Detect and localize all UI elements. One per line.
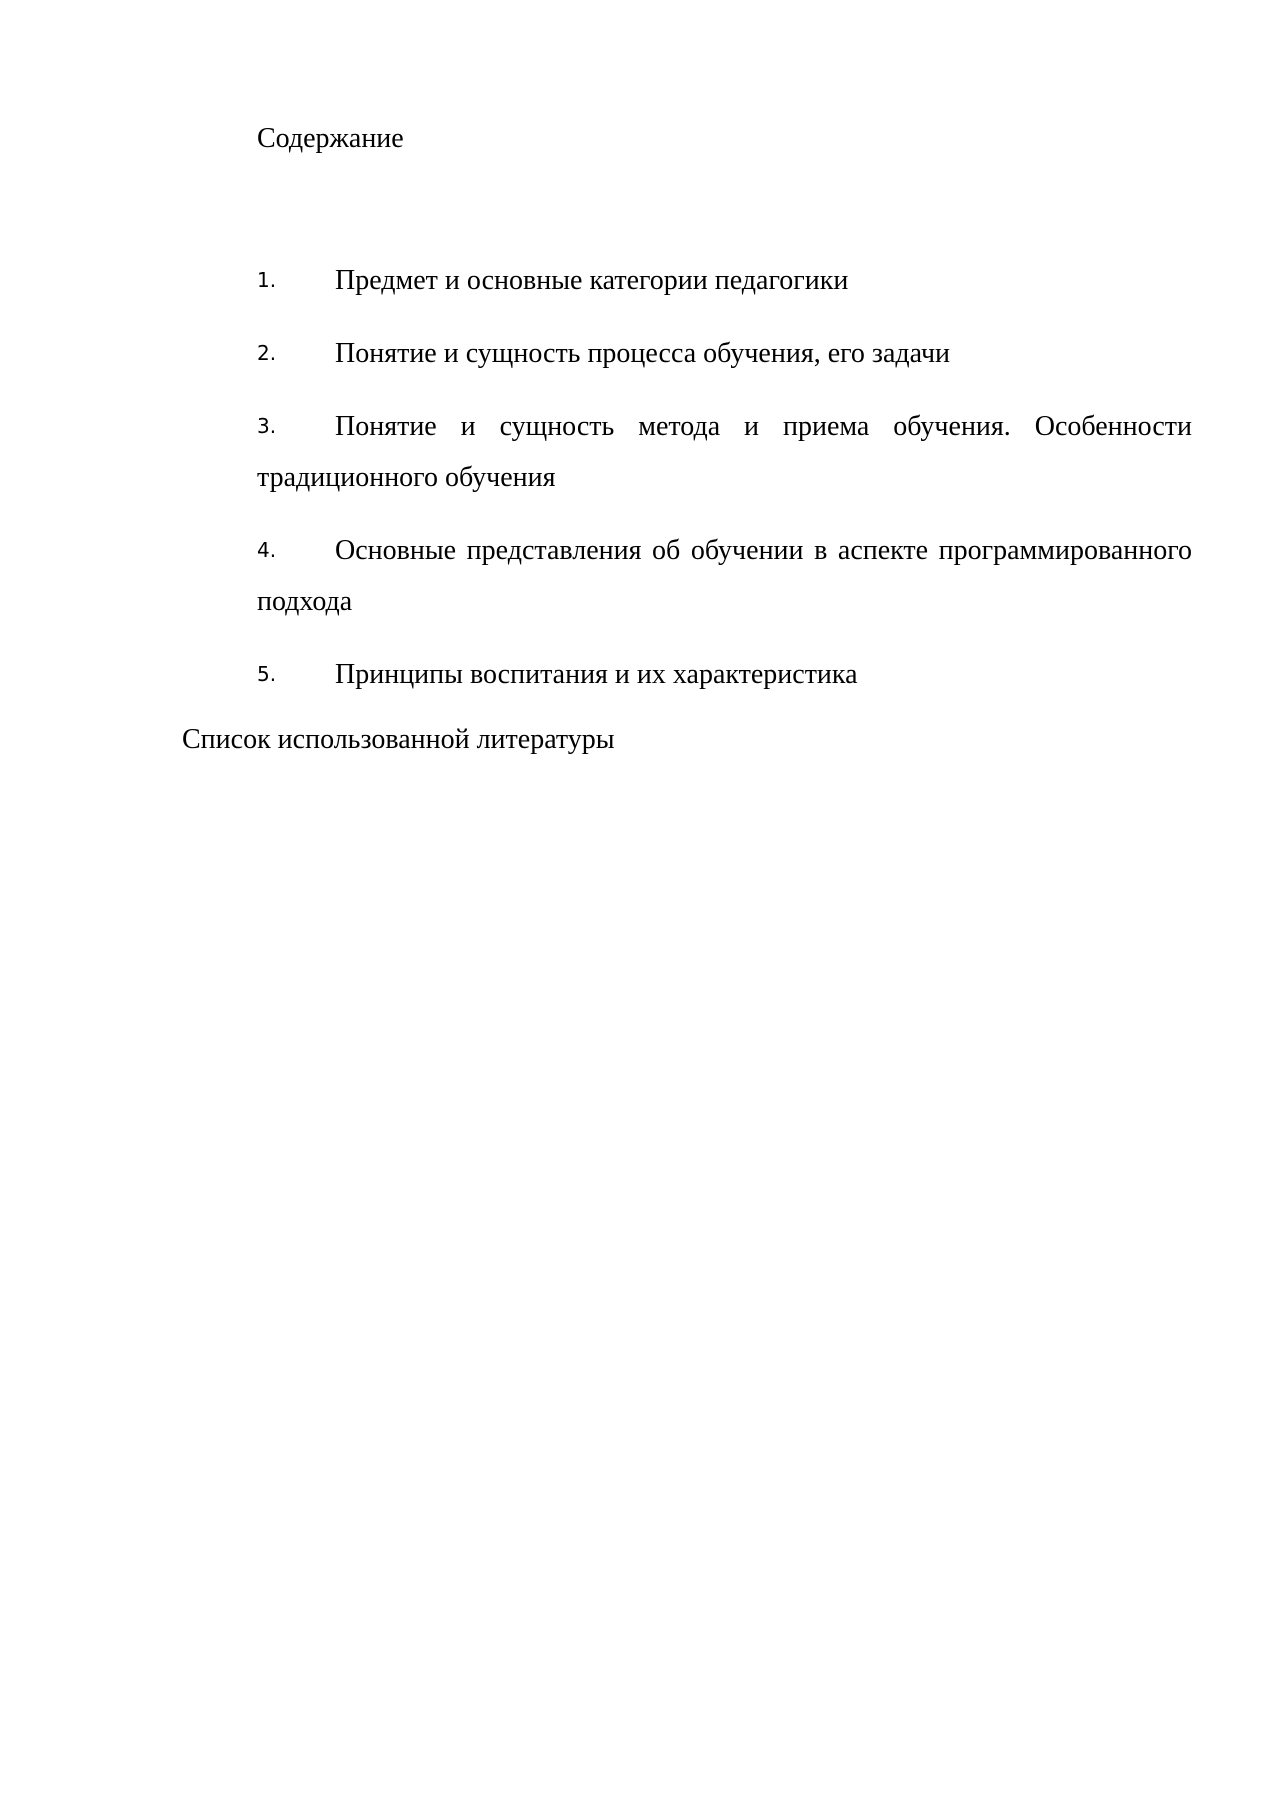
toc-item-text: Основные представления об обучении в аспекте программированного подхода xyxy=(257,535,1192,617)
toc-item-text: Принципы воспитания и их характеристика xyxy=(335,659,858,690)
toc-title: Содержание xyxy=(257,123,404,154)
toc-item xyxy=(257,401,1192,503)
toc-item-number: 1. xyxy=(257,268,277,292)
toc-item xyxy=(257,328,1192,379)
toc-item-number: 2. xyxy=(257,341,277,365)
toc-item xyxy=(257,255,1192,306)
toc-item-number: 5. xyxy=(257,662,277,686)
toc-item-text: Понятие и сущность процесса обучения, его задачи xyxy=(335,338,951,369)
toc-item-text: Понятие и сущность метода и приема обучения. Особенности традиционного обучения xyxy=(257,411,1192,493)
toc-item-text: Предмет и основные категории педагогики xyxy=(335,265,849,296)
bibliography-heading: Список использованной литературы xyxy=(182,724,615,755)
toc-item-number: 4. xyxy=(257,538,277,562)
toc-list xyxy=(257,255,1192,722)
toc-item-number: 3. xyxy=(257,414,277,438)
toc-item xyxy=(257,525,1192,627)
toc-item xyxy=(257,649,1192,700)
